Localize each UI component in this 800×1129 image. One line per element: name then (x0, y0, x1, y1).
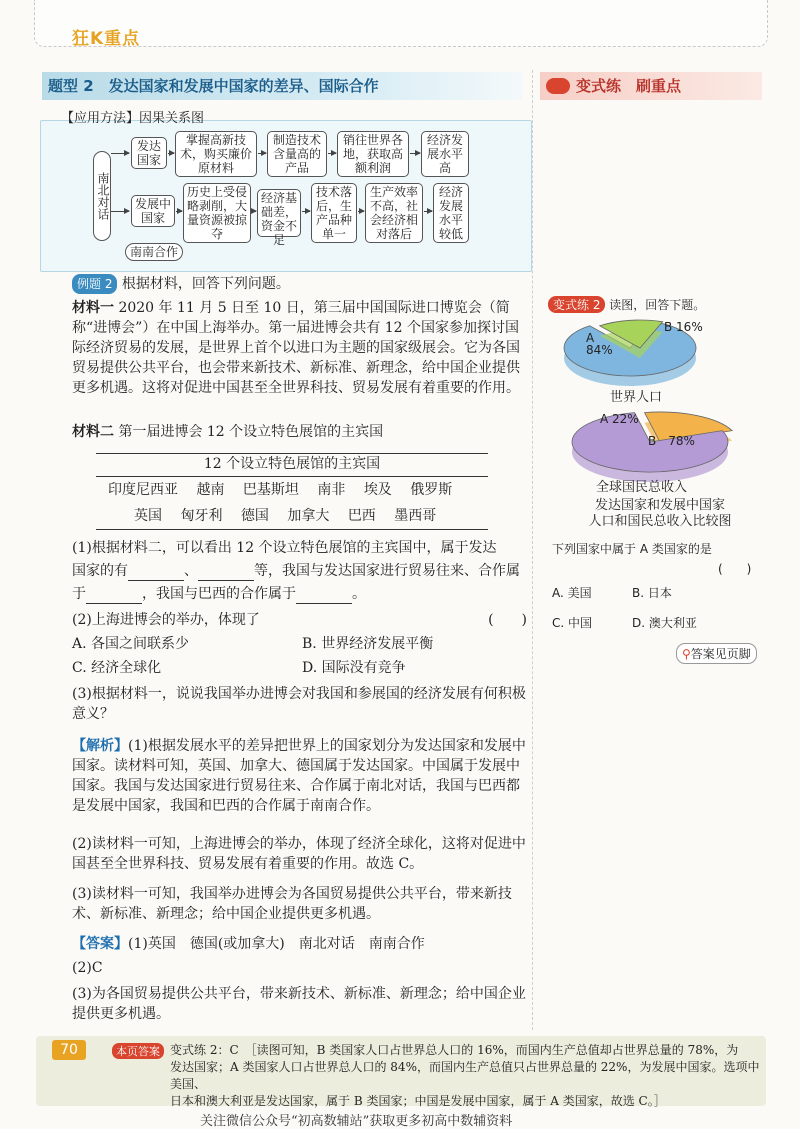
side-badge: 变式练 2 (548, 296, 605, 313)
q1-text: 于 (72, 586, 86, 602)
footer-answer (170, 1042, 760, 1110)
footer-line3: 日本和澳大利亚是发达国家，属于 B 类国家；中国是发展中国家，属于 A 类国家，故选 C。］ (170, 1094, 666, 1108)
cause-effect-diagram (40, 111, 532, 272)
q1-text: 、 (184, 563, 198, 579)
country: 英国 (134, 508, 162, 524)
q1-text: ，我国与巴西的合作属于 (142, 586, 296, 602)
country: 巴西 (347, 508, 376, 524)
answer-blank[interactable] (296, 589, 352, 604)
chart-caption-line1: 发达国家和发展中国家 (594, 498, 725, 513)
q2-options-row2 (72, 658, 527, 678)
answer-label: 【答案】 (72, 936, 128, 952)
answer-a3: (3)为各国贸易提供公共平台，带来新技术、新标准、新理念；给中国企业提供更多机遇。 (72, 986, 526, 1022)
chart-caption (580, 498, 740, 530)
see-answer-tag[interactable] (676, 643, 757, 664)
q1-text: 等，我国与发达国家进行贸易往来、合作属 (254, 563, 520, 579)
q2-answer-paren[interactable]: ( ) (488, 612, 527, 628)
m2-text: 第一届进博会 12 个设立特色展馆的主宾国 (118, 424, 384, 440)
table-mid-rule (96, 476, 488, 477)
footer-line2: 发达国家；A 类国家人口占世界总人口的 84%，而国内生产总值只占世界总量的 22%，为发展中国家。选项中美国、 (170, 1060, 760, 1091)
country: 南非 (317, 482, 346, 498)
page-number: 70 (52, 1040, 86, 1060)
country: 德国 (240, 508, 269, 524)
country: 俄罗斯 (410, 482, 453, 498)
box-south-south: 南南合作 (125, 243, 183, 261)
country: 越南 (196, 482, 225, 498)
example-heading (72, 274, 527, 294)
arrow (424, 211, 432, 212)
see-answer-text: 答案见页脚 (690, 647, 751, 661)
countries-row-1 (108, 480, 488, 500)
answer-a2: (2)C (72, 960, 103, 976)
pie1-label-a: A 84% (586, 331, 613, 357)
side-answer-paren[interactable]: ( ) (718, 562, 752, 576)
key-icon: ⚲ (682, 647, 691, 661)
q1-line3 (72, 584, 527, 604)
bottom-box-1: 历史上受侵略剥削，大量资源被掠夺 (183, 183, 251, 243)
pie2-label-b: B 78% (648, 434, 695, 448)
q2-options-row1 (72, 634, 527, 654)
m1-label: 材料一 (72, 300, 114, 316)
arrow (410, 153, 420, 154)
top-box-4: 经济发展水平高 (421, 131, 469, 177)
footer-tag: 本页答案 (112, 1043, 164, 1059)
box-south-north: 南北对话 (93, 151, 111, 241)
side-section-title (540, 72, 762, 100)
analysis-text: (1)根据发展水平的差异把世界上的国家划分为发达国家和发展中国家。读材料可知，英国、加拿大、德国属于发达国家。中国属于发展中国家。我国与发达国家进行贸易往来、合作属于南北对话，我国与巴西都是发展中国家，我国和巴西的合作属于南南合作。 (72, 738, 526, 814)
arrow (258, 153, 266, 154)
column-divider (532, 70, 533, 1030)
arrow (358, 211, 364, 212)
pie1-label-b: B 16% (664, 320, 703, 334)
bottom-box-5: 经济发展水平较低 (433, 183, 469, 243)
analysis-p3: (3)读材料一可知，我国举办进博会为各国贸易提供公共平台，带来新技术、新标准、新理念；给中国企业提供更多机遇。 (72, 886, 512, 922)
analysis-p1 (72, 736, 527, 816)
option-d[interactable]: D. 国际没有竞争 (302, 660, 406, 676)
brand-logo: 狂K重点 (72, 29, 141, 49)
option-a[interactable]: A. 各国之间联系少 (72, 636, 190, 652)
country: 墨西哥 (394, 508, 437, 524)
pie-labels (560, 320, 750, 520)
country: 印度尼西亚 (108, 482, 178, 498)
bottom-box-4: 生产效率不高，社会经济相对落后 (365, 183, 423, 243)
arrow (302, 211, 310, 212)
country: 埃及 (363, 482, 392, 498)
box-developing: 发展中国家 (131, 195, 175, 227)
arrow (111, 153, 129, 154)
m2-label: 材料二 (72, 424, 114, 440)
bottom-box-2: 经济基础差，资金不足 (257, 189, 301, 237)
top-box-1: 掌握高新技术，购买廉价原材料 (175, 131, 257, 177)
arrow (251, 211, 256, 212)
arrow (168, 153, 174, 154)
side-question: 下列国家中属于 A 类国家的是 (552, 542, 712, 556)
box-developed: 发达国家 (131, 137, 167, 169)
side-option-a[interactable]: A. 美国 (552, 586, 592, 600)
chart-caption-line2: 人口和国民总收入比较图 (588, 514, 732, 529)
footer-line1: 变式练 2：C ［读图可知，B 类国家人口占世界总人口的 16%，而国内生产总值却占世界总量的 78%，为 (170, 1043, 739, 1057)
country: 匈牙利 (180, 508, 223, 524)
country: 加拿大 (287, 508, 330, 524)
option-b[interactable]: B. 世界经济发展平衡 (302, 636, 434, 652)
countries-row-2 (134, 506, 484, 526)
pie2-caption: 全球国民总收入 (596, 480, 688, 495)
table-title: 12 个设立特色展馆的主宾国 (203, 456, 381, 472)
side-option-b[interactable]: B. 日本 (632, 586, 672, 600)
m1-text: 2020 年 11 月 5 日至 10 日，第三届中国国际进口博览会（简称“进博会”）在中国上海举办。第一届进博会共有 12 个国家参加探讨国际经济贸易的发展，是世界上首个以进口为主题的国家级展会。它为各国贸易提供公共平台，也会带来新技术、新标准、新理念，给中国企业提供更多机遇。这将对促进中国甚至全世界科技、贸易发展有着重要的作用。 (72, 300, 520, 396)
section-title: 题型 2 发达国家和发展中国家的差异、国际合作 (42, 72, 522, 100)
side-option-c[interactable]: C. 中国 (552, 616, 593, 630)
example-prompt: 根据材料，回答下列问题。 (121, 276, 290, 292)
pie1-caption: 世界人口 (610, 390, 663, 405)
top-box-2: 制造技术含量高的产品 (267, 131, 327, 177)
q3: (3)根据材料一，说说我国举办进博会对我国和参展国的经济发展有何积极意义？ (72, 686, 526, 722)
header-band (34, 0, 768, 47)
q2-text: (2)上海进博会的举办，体现了 (72, 612, 260, 628)
side-option-d[interactable]: D. 澳大利亚 (632, 616, 697, 630)
side-heading (548, 296, 705, 313)
q1-text: 。 (352, 586, 366, 602)
answer-blank[interactable] (86, 589, 142, 604)
material-one (72, 298, 527, 398)
arrow (176, 211, 182, 212)
q1-line1: (1)根据材料二，可以看出 12 个设立特色展馆的主宾国中，属于发达 (72, 540, 497, 556)
side-prompt: 读图，回答下题。 (609, 298, 706, 312)
side-title-text: 变式练 刷重点 (576, 77, 682, 95)
analysis-p2: (2)读材料一可知，上海进博会的举办，体现了经济全球化，这将对促进中国甚至全世界科技、贸易发展有着重要的作用。故选 C。 (72, 836, 526, 872)
footer-note: 关注微信公众号“初高数辅站”获取更多初高中数辅资料 (200, 1114, 513, 1129)
country: 巴基斯坦 (242, 482, 299, 498)
method-label: 【应用方法】因果关系图 (61, 111, 205, 126)
answer-blank[interactable] (128, 566, 184, 581)
arrow (328, 153, 336, 154)
q2 (72, 610, 527, 630)
pie2-label-a: A 22% (600, 412, 639, 426)
top-box-3: 销往世界各地，获取高额利润 (337, 131, 409, 177)
answer-blank[interactable] (198, 566, 254, 581)
q1-text: 国家的有 (72, 563, 128, 579)
arrow-icon (546, 78, 570, 94)
material-two (72, 422, 527, 442)
option-c[interactable]: C. 经济全球化 (72, 660, 162, 676)
analysis-label: 【解析】 (72, 738, 128, 754)
example-badge: 例题 2 (72, 274, 117, 294)
answer-a1 (72, 934, 527, 954)
q1-line2 (72, 561, 527, 581)
arrow (111, 211, 129, 212)
answer-text: (1)英国 德国(或加拿大) 南北对话 南南合作 (128, 936, 425, 952)
bottom-box-3: 技术落后，生产品种单一 (311, 183, 357, 243)
table-bottom-rule (96, 529, 488, 530)
